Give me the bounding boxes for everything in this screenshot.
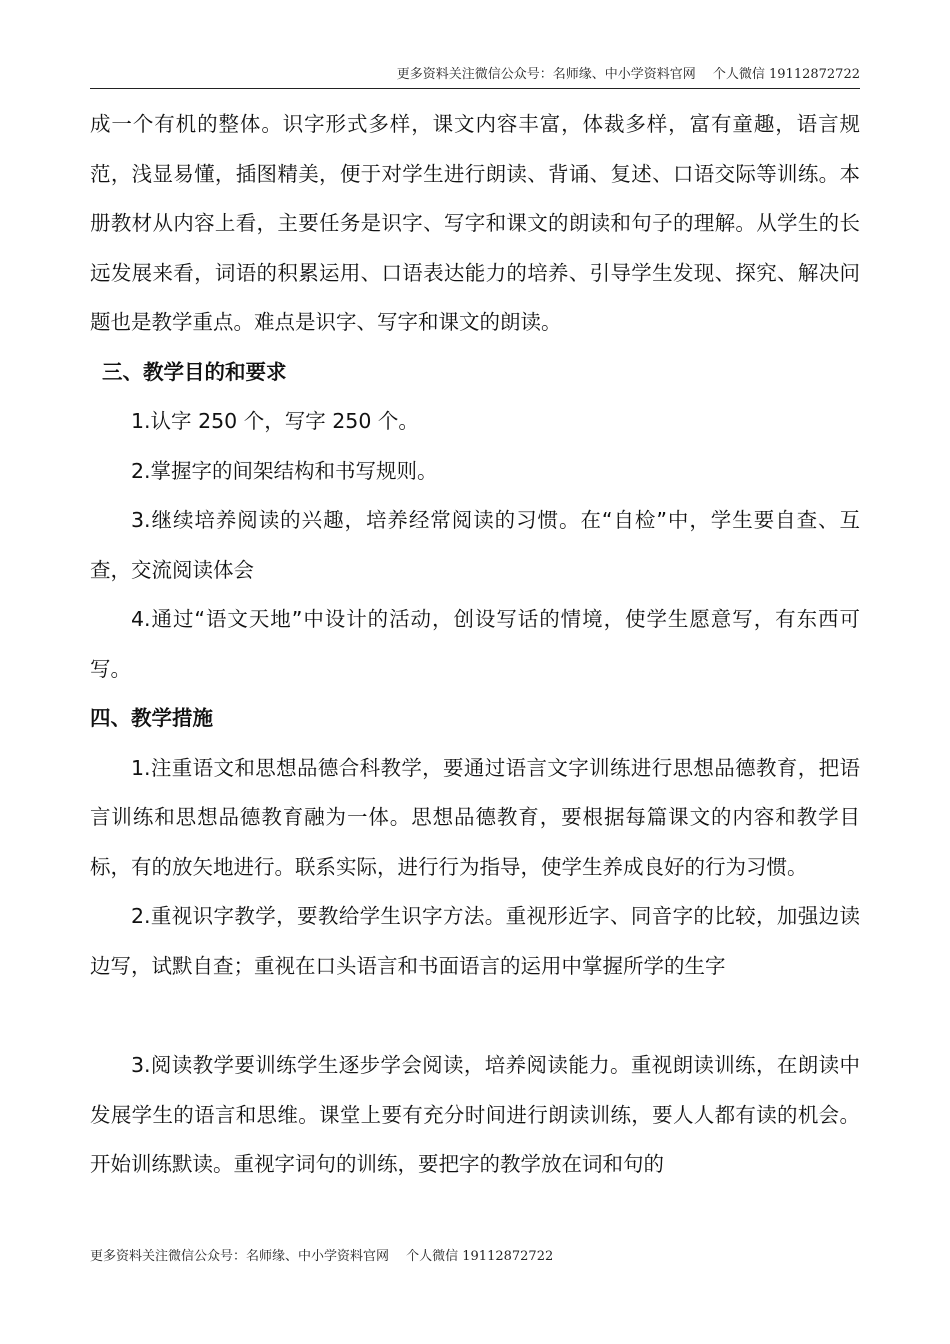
section-3-item-2: 2.掌握字的间架结构和书写规则。 — [131, 458, 438, 483]
section-4-title: 四、教学措施 — [90, 706, 213, 730]
section-3-item-1: 1.认字 250 个，写字 250 个。 — [131, 409, 419, 433]
footer-text: 更多资料关注微信公众号：名师缘、中小学资料官网 个人微信 19112872722 — [90, 1249, 554, 1264]
intro-paragraph: 成一个有机的整体。识字形式多样，课文内容丰富，体裁多样，富有童趣，语言规范，浅显易懂，插图精美，便于对学生进行朗读、背诵、复述、口语交际等训练。本册教材从内容上看，主要任务是识字、写字和课文的朗读和句子的理解。从学生的长远发展来看，词语的积累运用、口语表达能力的培养、引导学生发现、探究、解决问题也是教学重点。难点是识字、写字和课文的朗读。 — [90, 112, 860, 334]
section-4-item-3: 3.阅读教学要训练学生逐步学会阅读，培养阅读能力。重视朗读训练，在朗读中发展学生的语言和思维。课堂上要有充分时间进行朗读训练，要人人都有读的机会。开始训练默读。重视字词句的训练，要把字的教学放在词和句的 — [90, 1053, 860, 1176]
section-3-item-4: 4.通过“语文天地”中设计的活动，创设写话的情境，使学生愿意写，有东西可写。 — [90, 607, 860, 681]
section-3-title: 三、教学目的和要求 — [102, 359, 287, 384]
paragraph-gap — [90, 991, 860, 1041]
page-header — [90, 66, 860, 89]
header-text: 更多资料关注微信公众号：名师缘、中小学资料官网 个人微信 19112872722 — [396, 67, 860, 82]
section-4-item-1: 1.注重语文和思想品德合科教学，要通过语言文字训练进行思想品德教育，把语言训练和思想品德教育融为一体。思想品德教育，要根据每篇课文的内容和教学目标，有的放矢地进行。联系实际，进行行为指导，使学生养成良好的行为习惯。 — [90, 755, 860, 879]
document-body — [90, 100, 860, 1190]
page-footer — [90, 1245, 553, 1264]
section-4-item-2: 2.重视识字教学，要教给学生识字方法。重视形近字、同音字的比较，加强边读边写，试默自查；重视在口头语言和书面语言的运用中掌握所学的生字 — [90, 904, 860, 978]
section-3-item-3: 3.继续培养阅读的兴趣，培养经常阅读的习惯。在“自检”中，学生要自查、互查，交流阅读体会 — [90, 508, 860, 582]
